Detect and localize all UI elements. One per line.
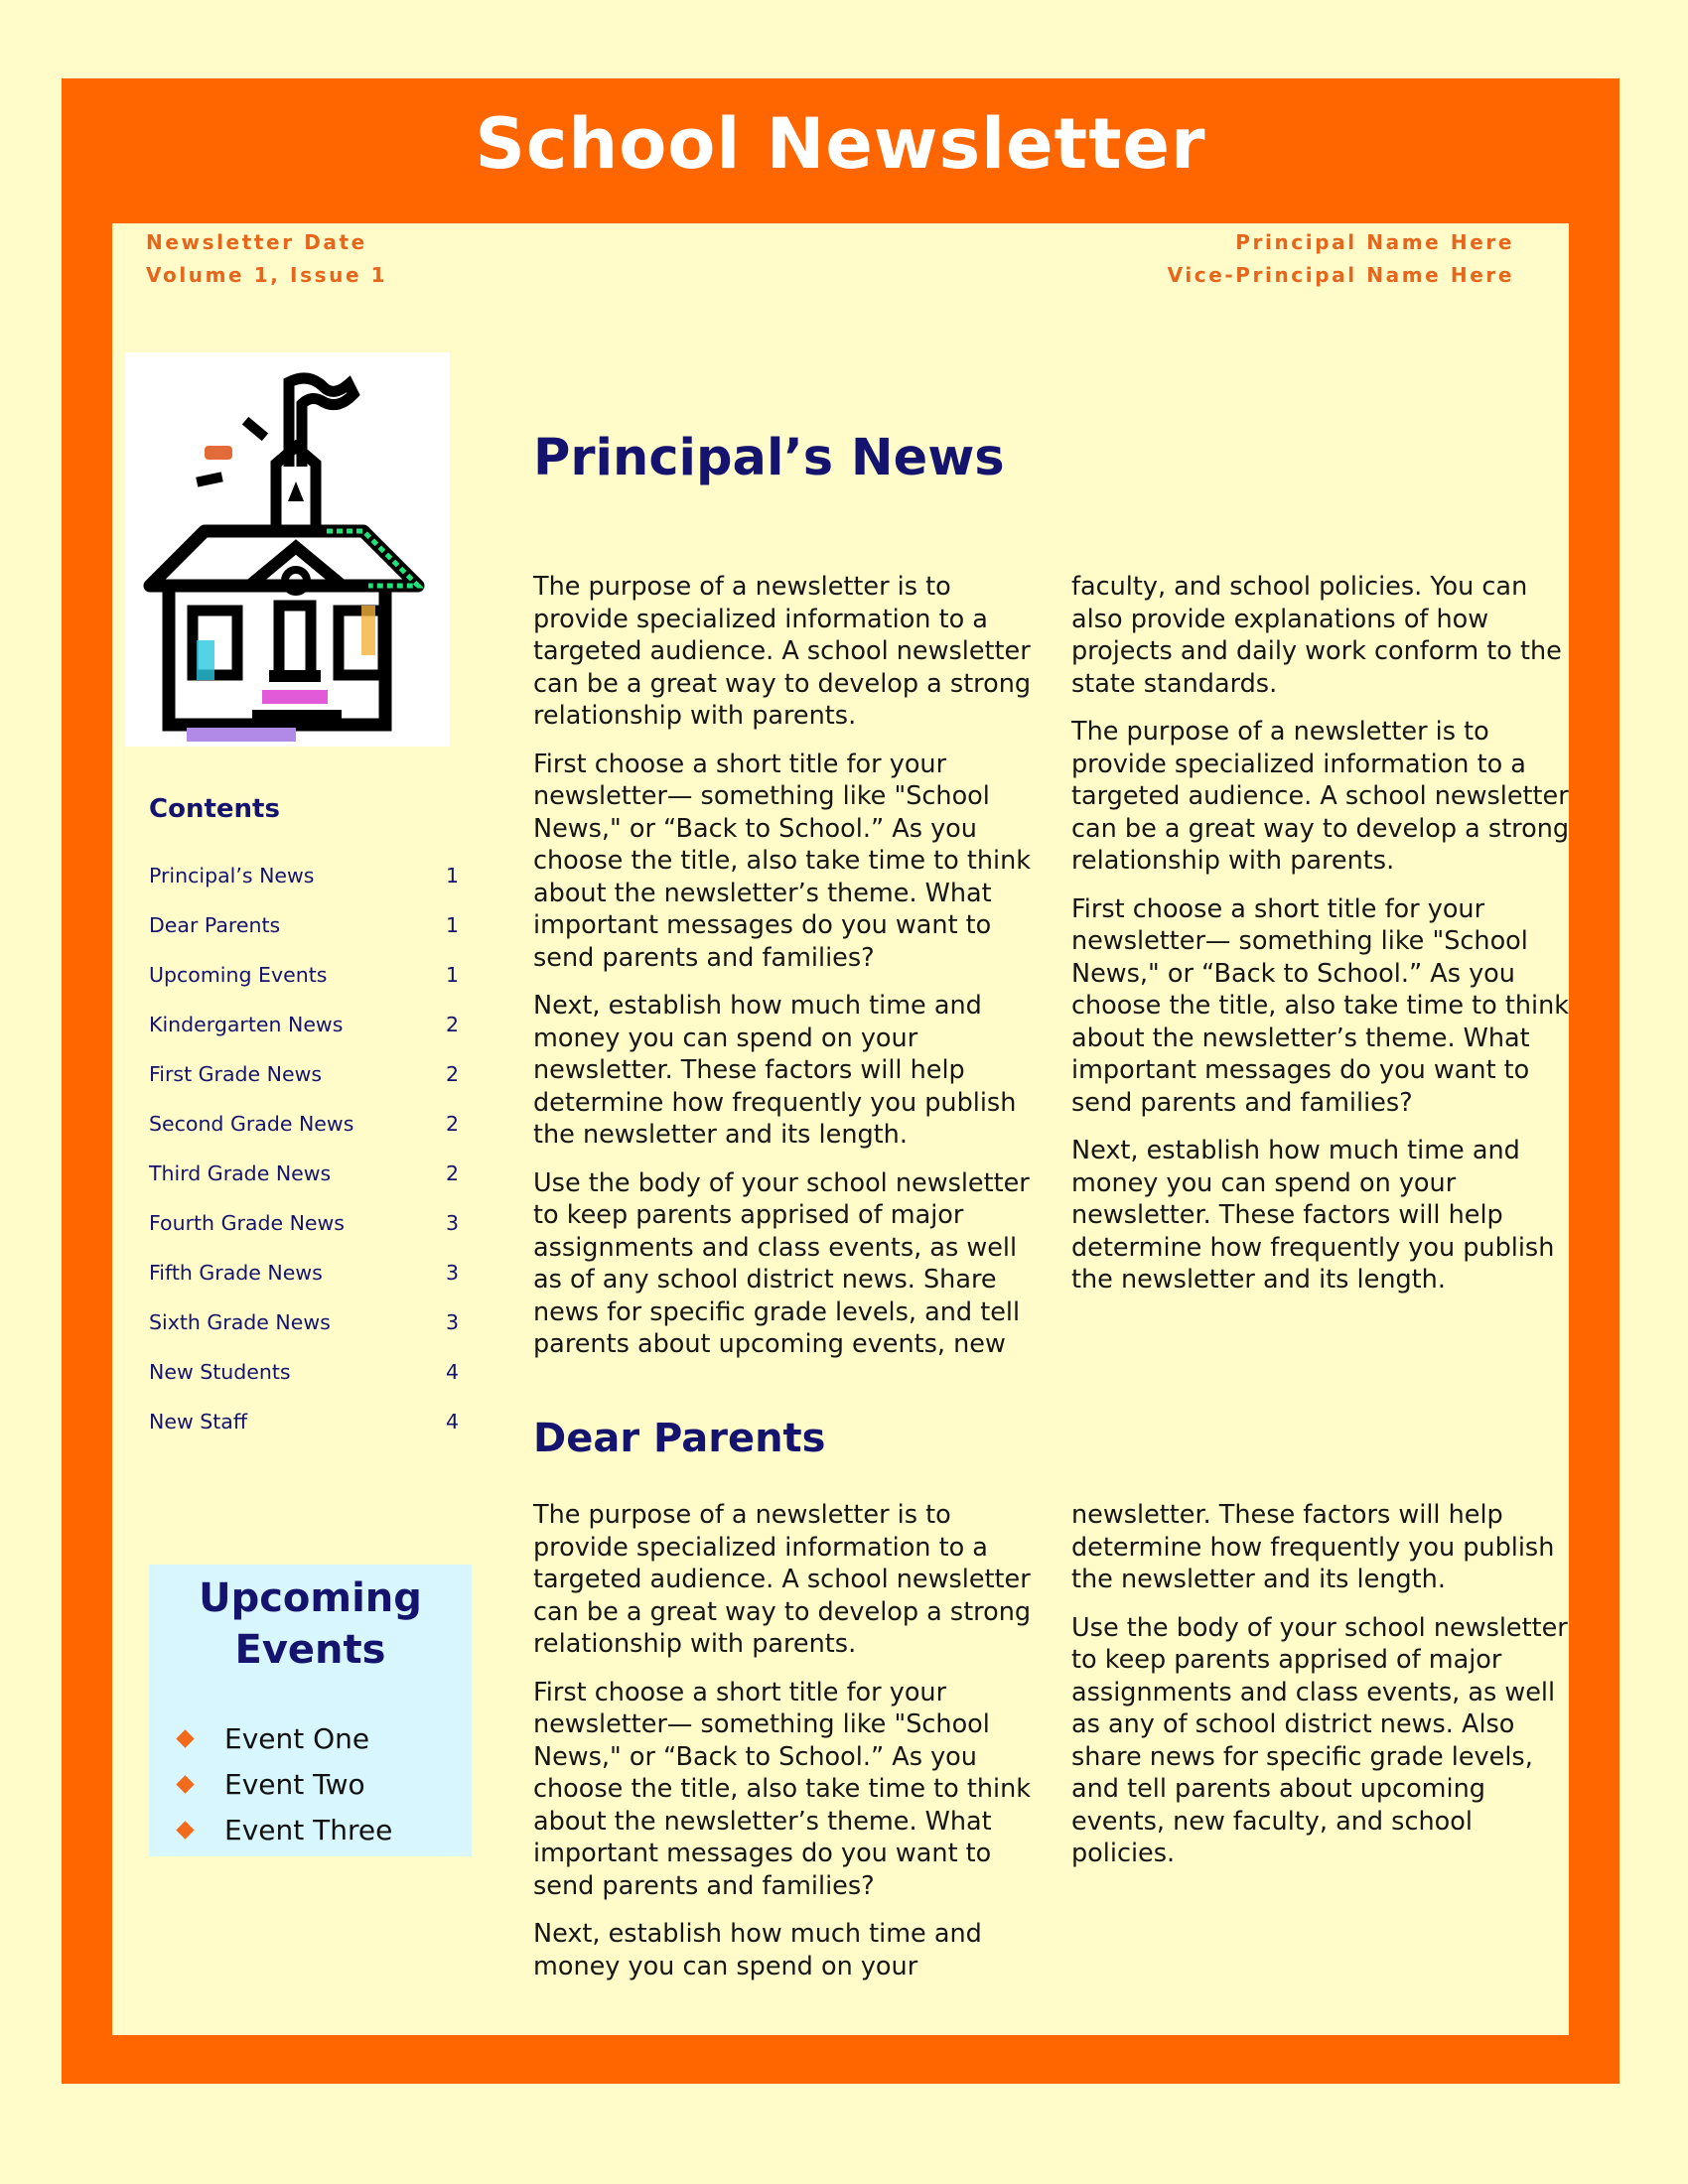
toc-label: Sixth Grade News (149, 1310, 331, 1334)
paragraph: Next, establish how much time and money you can spend on your newsletter. These factors will help determine how frequently you publish the newsletter and its length. (533, 991, 1017, 1150)
toc-item-second-grade-news[interactable] (149, 1108, 459, 1158)
events-list (149, 1715, 472, 1852)
toc-item-kindergarten-news[interactable] (149, 1009, 459, 1058)
toc-label: Fourth Grade News (149, 1211, 345, 1235)
toc-item-sixth-grade-news[interactable] (149, 1306, 459, 1356)
contents-heading: Contents (149, 794, 280, 824)
toc-label: New Students (149, 1360, 291, 1384)
toc-item-fifth-grade-news[interactable] (149, 1257, 459, 1306)
toc-page: 2 (445, 1161, 459, 1185)
events-heading-line1: Upcoming (199, 1575, 422, 1621)
toc-page: 2 (445, 1062, 459, 1086)
paragraph: The purpose of a newsletter is to provide specialized information to a targeted audience. A school newsletter can be a great way to develop a strong relationship with parents. (533, 1500, 1032, 1659)
dear-parents-column-1 (533, 1499, 1040, 1998)
paragraph: Use the body of your school newsletter to keep parents apprised of major assignments and class events, as well as any of school district news. Also share news for specific grade levels, and tell parents about upcoming events, new faculty, and school policies. (1071, 1612, 1568, 1868)
toc-page: 1 (445, 864, 459, 887)
events-heading-line2: Events (234, 1627, 386, 1673)
paragraph: newsletter. These factors will help determine how frequently you publish the newsletter and its length. (1071, 1500, 1555, 1594)
paragraph: First choose a short title for your newsletter— something like "School News," or “Back to School.” As you choose the title, also take time to think about the newsletter’s theme. What important messages do you want to send parents and families? (533, 1677, 1032, 1901)
toc-item-new-students[interactable] (149, 1356, 459, 1406)
upcoming-events-heading (149, 1572, 472, 1676)
toc-item-dear-parents[interactable] (149, 909, 459, 959)
newsletter-title: School Newsletter (475, 103, 1206, 185)
paragraph: Use the body of your school newsletter to keep parents apprised of major assignments and class events, as well as of any school district news. Share news for specific grade levels, and tell parents about upcoming events, new (533, 1167, 1030, 1359)
event-label: Event One (224, 1721, 370, 1755)
newsletter-date: Newsletter Date (146, 230, 367, 254)
toc-page: 2 (445, 1013, 459, 1036)
schoolhouse-clipart (125, 352, 450, 747)
event-item (175, 1715, 472, 1761)
event-label: Event Three (224, 1813, 393, 1846)
paragraph: The purpose of a newsletter is to provide specialized information to a targeted audience. A school newsletter can be a great way to develop a strong relationship with parents. (1071, 717, 1570, 876)
toc-item-first-grade-news[interactable] (149, 1058, 459, 1108)
paragraph: The purpose of a newsletter is to provide specialized information to a targeted audience. A school newsletter can be a great way to develop a strong relationship with parents. (533, 572, 1032, 731)
toc-page: 3 (445, 1261, 459, 1285)
toc-item-upcoming-events[interactable] (149, 959, 459, 1009)
toc-label: Second Grade News (149, 1112, 354, 1136)
schoolhouse-icon (125, 352, 450, 747)
upcoming-events-box (149, 1565, 472, 1856)
toc-label: Third Grade News (149, 1161, 332, 1185)
toc-label: Kindergarten News (149, 1013, 344, 1036)
dear-parents-column-2 (1071, 1499, 1578, 1886)
table-of-contents (149, 860, 459, 1455)
staff-info (1168, 226, 1514, 292)
toc-label: First Grade News (149, 1062, 323, 1086)
toc-item-third-grade-news[interactable] (149, 1158, 459, 1207)
event-item (175, 1761, 472, 1807)
principal-name: Principal Name Here (1235, 230, 1514, 254)
vice-principal-name: Vice-Principal Name Here (1167, 263, 1514, 287)
toc-label: Upcoming Events (149, 963, 328, 987)
toc-label: Principal’s News (149, 864, 315, 887)
toc-item-new-staff[interactable] (149, 1406, 459, 1455)
principals-news-column-1 (533, 571, 1040, 1377)
paragraph: faculty, and school policies. You can also provide explanations of how projects and daily work conform to the state standards. (1071, 572, 1562, 699)
toc-label: New Staff (149, 1410, 247, 1433)
toc-page: 2 (445, 1112, 459, 1136)
toc-page: 3 (445, 1211, 459, 1235)
paragraph: Next, establish how much time and money you can spend on your (533, 1919, 982, 1981)
diamond-bullet-icon (176, 1729, 194, 1747)
toc-page: 4 (445, 1360, 459, 1384)
paragraph: Next, establish how much time and money you can spend on your newsletter. These factors will help determine how frequently you publish the newsletter and its length. (1071, 1136, 1555, 1295)
principals-news-column-2 (1071, 571, 1578, 1312)
principals-news-heading: Principal’s News (533, 429, 1005, 487)
toc-item-fourth-grade-news[interactable] (149, 1207, 459, 1257)
toc-page: 1 (445, 963, 459, 987)
dear-parents-heading: Dear Parents (533, 1416, 826, 1461)
toc-item-principals-news[interactable] (149, 860, 459, 909)
event-item (175, 1807, 472, 1852)
issue-info (146, 226, 387, 292)
event-label: Event Two (224, 1767, 365, 1801)
toc-label: Fifth Grade News (149, 1261, 323, 1285)
volume-issue: Volume 1, Issue 1 (146, 263, 388, 287)
toc-label: Dear Parents (149, 913, 281, 937)
paragraph: First choose a short title for your newsletter— something like "School News," or “Back to School.” As you choose the title, also take time to think about the newsletter’s theme. What important messages do you want to send parents and families? (1071, 893, 1570, 1118)
toc-page: 1 (445, 913, 459, 937)
diamond-bullet-icon (176, 1775, 194, 1793)
toc-page: 4 (445, 1410, 459, 1433)
paragraph: First choose a short title for your newsletter— something like "School News," or “Back to School.” As you choose the title, also take time to think about the newsletter’s theme. What important messages do you want to send parents and families? (533, 749, 1032, 973)
diamond-bullet-icon (176, 1821, 194, 1839)
toc-page: 3 (445, 1310, 459, 1334)
